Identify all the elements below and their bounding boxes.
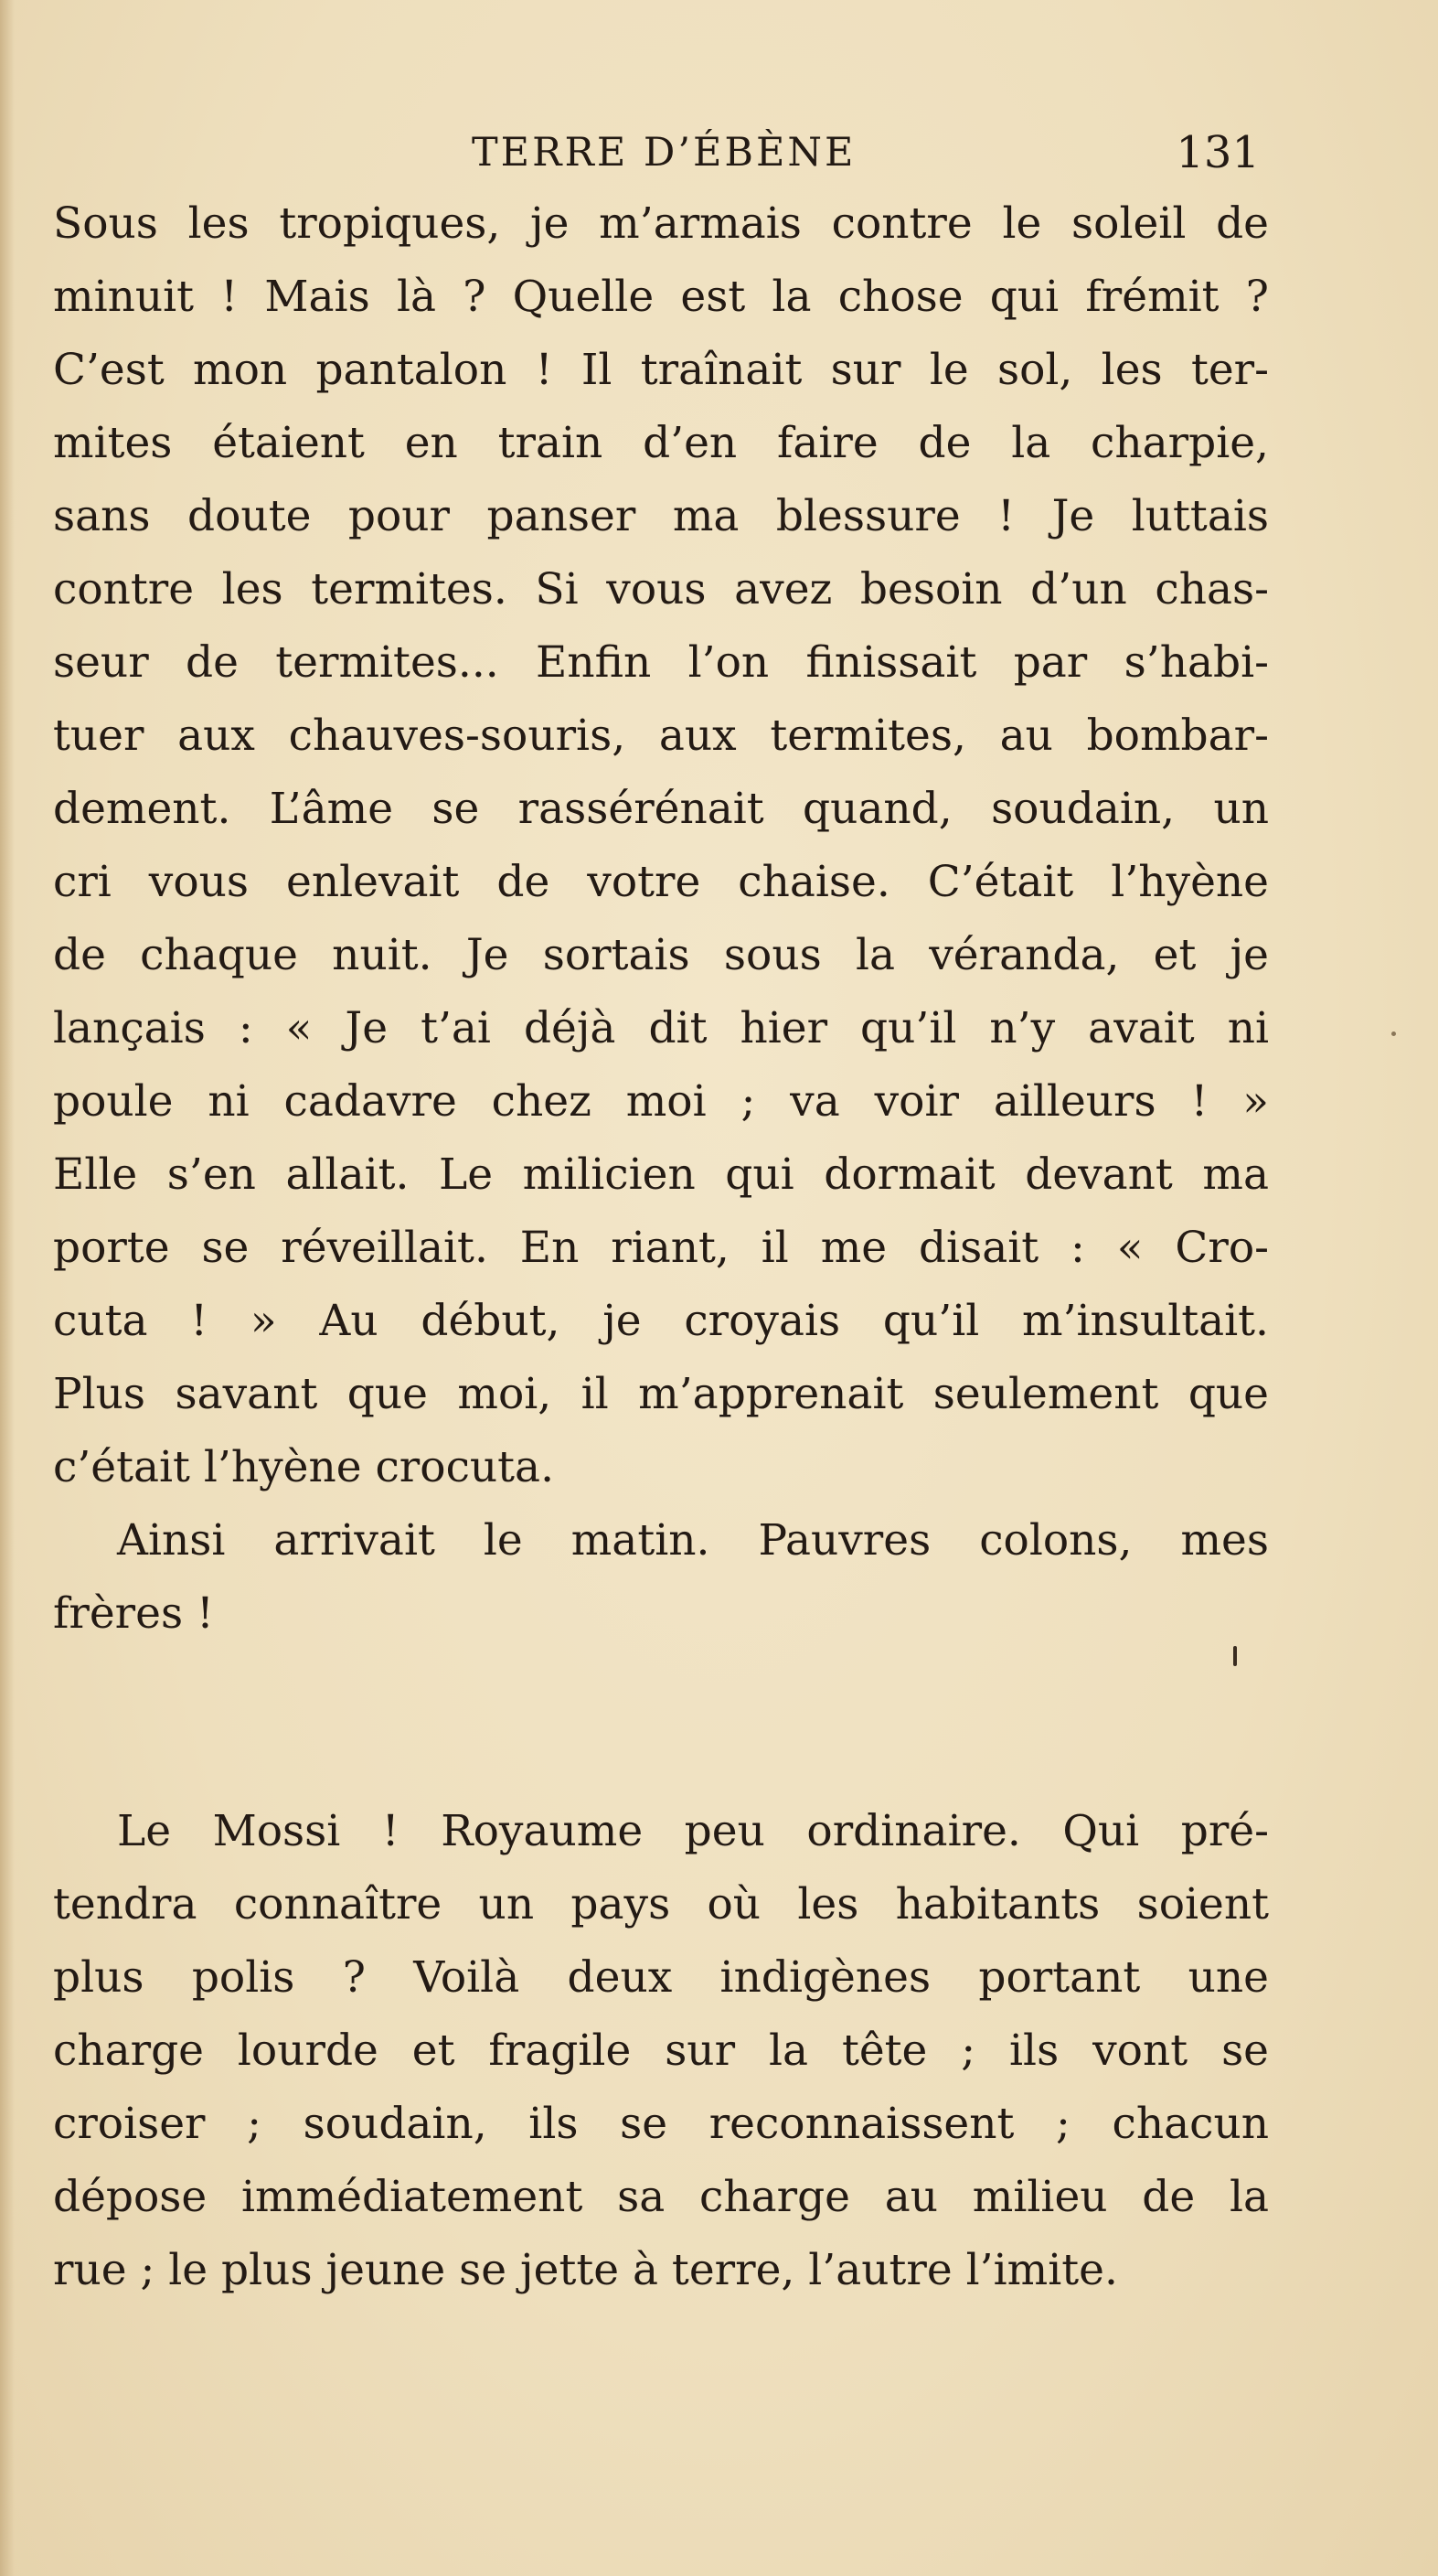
text-line: contre les termites. Si vous avez besoin d’un chas- bbox=[53, 564, 1269, 615]
page-number: 131 bbox=[1176, 127, 1260, 178]
text-line: Sous les tropiques, je m’armais contre le soleil de bbox=[53, 198, 1269, 249]
running-head bbox=[53, 121, 1260, 185]
text-line: poule ni cadavre chez moi ; va voir ailleurs ! » bbox=[53, 1076, 1269, 1127]
text-line: Elle s’en allait. Le milicien qui dormait devant ma bbox=[53, 1149, 1269, 1200]
text-line: cri vous enlevait de votre chaise. C’était l’hyène bbox=[53, 857, 1269, 907]
text-line: dépose immédiatement sa charge au milieu de la bbox=[53, 2172, 1269, 2222]
text-line: Ainsi arrivait le matin. Pauvres colons, mes bbox=[117, 1515, 1269, 1566]
text-line: seur de termites... Enfin l’on finissait par s’habi- bbox=[53, 637, 1269, 688]
paper-speck bbox=[1391, 1031, 1396, 1036]
text-line: mites étaient en train d’en faire de la charpie, bbox=[53, 418, 1269, 468]
text-line: plus polis ? Voilà deux indigènes portant une bbox=[53, 1952, 1269, 2003]
page-gutter-shadow bbox=[0, 0, 15, 2576]
text-line: sans doute pour panser ma blessure ! Je luttais bbox=[53, 491, 1269, 541]
paragraph-2 bbox=[53, 1504, 1269, 1651]
text-block bbox=[53, 187, 1269, 2307]
text-line: Le Mossi ! Royaume peu ordinaire. Qui pré- bbox=[117, 1806, 1269, 1856]
text-line: dement. L’âme se rassérénait quand, soudain, un bbox=[53, 784, 1269, 834]
text-line: tuer aux chauves-souris, aux termites, au bombar- bbox=[53, 711, 1269, 761]
running-title: TERRE D’ÉBÈNE bbox=[472, 130, 857, 176]
text-line: de chaque nuit. Je sortais sous la véranda, et je bbox=[53, 930, 1269, 980]
text-line: minuit ! Mais là ? Quelle est la chose qui frémit ? bbox=[53, 272, 1269, 322]
section-break bbox=[53, 1651, 1269, 1795]
text-line: croiser ; soudain, ils se reconnaissent ; chacun bbox=[53, 2099, 1269, 2149]
ink-speck bbox=[1233, 1646, 1237, 1666]
text-line: porte se réveillait. En riant, il me disait : « Cro- bbox=[53, 1223, 1269, 1273]
text-line: cuta ! » Au début, je croyais qu’il m’insultait. bbox=[53, 1296, 1269, 1346]
text-line: rue ; le plus jeune se jette à terre, l’autre l’imite. bbox=[53, 2245, 1118, 2295]
text-line: tendra connaître un pays où les habitants soient bbox=[53, 1879, 1269, 1929]
paragraph-3 bbox=[53, 1795, 1269, 2307]
text-line: Plus savant que moi, il m’apprenait seulement que bbox=[53, 1369, 1269, 1419]
text-line: c’était l’hyène crocuta. bbox=[53, 1442, 555, 1492]
text-line: charge lourde et fragile sur la tête ; ils vont se bbox=[53, 2026, 1269, 2076]
text-line: C’est mon pantalon ! Il traînait sur le sol, les ter- bbox=[53, 345, 1269, 395]
text-line: frères ! bbox=[53, 1588, 214, 1639]
text-line: lançais : « Je t’ai déjà dit hier qu’il n’y avait ni bbox=[53, 1003, 1269, 1053]
paragraph-1 bbox=[53, 187, 1269, 1504]
